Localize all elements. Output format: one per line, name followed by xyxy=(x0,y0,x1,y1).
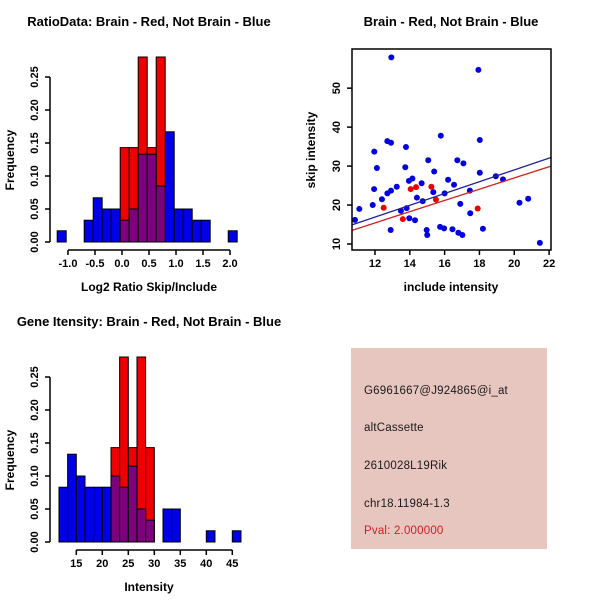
y-tick-label: 50 xyxy=(331,82,343,95)
scatter-point-blue xyxy=(475,67,481,73)
chart-title: RatioData: Brain - Red, Not Brain - Blue xyxy=(27,14,271,29)
scatter-point-blue xyxy=(352,217,358,223)
scatter-point-blue xyxy=(430,189,436,195)
hist-bar-blue xyxy=(206,531,215,542)
plot-box xyxy=(352,49,551,250)
hist-bar-blue xyxy=(57,231,66,242)
hist-bar-overlap xyxy=(128,466,137,542)
x-tick-label: 12 xyxy=(368,258,382,270)
hist-bar-blue xyxy=(228,231,237,242)
hist-bar-blue xyxy=(111,209,120,242)
scatter-point-red xyxy=(381,205,387,211)
scatter-point-blue xyxy=(414,195,420,201)
scatter-point-blue xyxy=(424,227,430,233)
hist-bar-overlap xyxy=(129,209,138,242)
scatter-point-blue xyxy=(459,232,465,238)
x-tick-label: 20 xyxy=(96,558,109,570)
scatter-point-blue xyxy=(371,186,377,192)
x-tick-label: 20 xyxy=(508,258,521,270)
hist-bar-overlap xyxy=(120,487,129,542)
scatter-point-blue xyxy=(425,157,431,163)
scatter-point-blue xyxy=(406,215,412,221)
scatter-point-blue xyxy=(457,201,463,207)
hist-bar-blue xyxy=(232,531,241,542)
hist-bar-blue xyxy=(183,209,192,242)
scatter-point-red xyxy=(428,184,434,190)
hist-bar-overlap xyxy=(147,154,156,242)
hist-bar-blue xyxy=(76,476,85,542)
y-tick-label: 0.20 xyxy=(29,399,41,421)
hist-bar-blue xyxy=(163,509,172,542)
scatter-point-blue xyxy=(451,182,457,188)
x-tick-label: 1.0 xyxy=(168,258,184,270)
scatter-point-blue xyxy=(441,225,447,231)
y-tick-label: 0.25 xyxy=(29,66,41,88)
x-tick-label: 30 xyxy=(148,558,161,570)
y-tick-label: 0.00 xyxy=(29,231,41,253)
x-tick-label: 15 xyxy=(70,558,83,570)
y-tick-label: 0.05 xyxy=(29,498,41,520)
splice-type-text: altCassette xyxy=(364,422,424,434)
y-tick-label: 0.15 xyxy=(29,132,41,154)
info-panel xyxy=(351,348,547,549)
scatter-point-blue xyxy=(394,184,400,190)
scatter-point-blue xyxy=(525,196,531,202)
gene-intensity-histogram-panel xyxy=(0,300,300,600)
hist-bar-blue xyxy=(94,487,103,542)
scatter-point-blue xyxy=(431,169,437,175)
hist-bar-blue xyxy=(85,487,94,542)
scatter-point-blue xyxy=(370,202,376,208)
x-tick-label: 14 xyxy=(403,258,416,270)
chart-title: Brain - Red, Not Brain - Blue xyxy=(363,14,539,29)
scatter-point-blue xyxy=(445,177,451,183)
hist-bar-blue xyxy=(93,198,102,242)
y-tick-label: 0.15 xyxy=(29,432,41,454)
scatter-point-red xyxy=(413,184,419,190)
y-tick-label: 40 xyxy=(331,120,343,134)
x-tick-label: 18 xyxy=(473,258,486,270)
y-tick-label: 0.10 xyxy=(29,165,41,187)
hist-bar-overlap xyxy=(138,154,147,242)
x-tick-label: 35 xyxy=(174,558,187,570)
locus-text: chr18.11984-1.3 xyxy=(364,498,450,510)
x-tick-label: 22 xyxy=(542,258,556,270)
scatter-point-blue xyxy=(477,137,483,143)
scatter-point-blue xyxy=(537,240,543,246)
scatter-point-red xyxy=(408,186,414,192)
intensity-scatter-panel xyxy=(300,0,600,300)
x-tick-label: 2.0 xyxy=(222,258,238,270)
scatter-point-blue xyxy=(403,144,409,150)
scatter-point-blue xyxy=(480,226,486,232)
hist-bar-overlap xyxy=(111,476,120,542)
x-tick-label: 0.0 xyxy=(114,258,130,270)
y-tick-label: 0.00 xyxy=(29,531,41,553)
hist-bar-overlap xyxy=(120,220,129,242)
chart-title: Gene Itensity: Brain - Red, Not Brain - Blue xyxy=(16,314,282,329)
gene-symbol-text: 2610028L19Rik xyxy=(364,460,448,472)
pval-text: Pval: 2.000000 xyxy=(364,525,444,537)
scatter-point-blue xyxy=(412,217,418,223)
x-tick-label: 45 xyxy=(226,558,239,570)
x-tick-label: 16 xyxy=(438,258,451,270)
scatter-point-blue xyxy=(449,226,455,232)
scatter-point-blue xyxy=(371,149,377,155)
scatter-point-blue xyxy=(460,160,466,166)
scatter-point-blue xyxy=(424,232,430,238)
hist-bar-blue xyxy=(84,220,93,242)
regression-line-blue xyxy=(352,158,551,225)
y-tick-label: 0.10 xyxy=(29,465,41,487)
y-tick-label: 0.25 xyxy=(29,366,41,388)
y-tick-label: 20 xyxy=(331,198,343,212)
hist-bar-blue xyxy=(172,509,181,542)
hist-bar-blue xyxy=(59,487,68,542)
y-tick-label: 0.05 xyxy=(29,198,41,220)
x-tick-label: 0.5 xyxy=(141,258,157,270)
scatter-point-blue xyxy=(374,165,380,171)
hist-bar-overlap xyxy=(156,186,165,242)
hist-bar-blue xyxy=(102,209,111,242)
scatter-point-blue xyxy=(454,157,460,163)
x-tick-label: 25 xyxy=(122,558,135,570)
hist-bar-blue xyxy=(165,132,174,242)
scatter-point-blue xyxy=(388,140,394,146)
y-tick-label: 10 xyxy=(331,237,343,251)
scatter-point-red xyxy=(400,216,406,222)
hist-bar-blue xyxy=(102,487,111,542)
scatter-point-blue xyxy=(516,200,522,206)
x-axis-label: include intensity xyxy=(403,280,499,294)
y-tick-label: 0.20 xyxy=(29,99,41,121)
hist-bar-overlap xyxy=(137,509,146,542)
scatter-point-blue xyxy=(409,176,415,182)
scatter-point-blue xyxy=(356,206,362,212)
hist-bar-blue xyxy=(201,220,210,242)
y-axis-label: skip intensity xyxy=(304,111,318,189)
x-tick-label: -1.0 xyxy=(58,258,78,270)
scatter-point-blue xyxy=(467,210,473,216)
y-tick-label: 30 xyxy=(331,159,343,173)
hist-bar-overlap xyxy=(146,520,155,542)
hist-bar-blue xyxy=(68,454,77,542)
x-axis-label: Intensity xyxy=(124,580,174,594)
scatter-point-blue xyxy=(438,133,444,139)
y-axis-label: Frequency xyxy=(3,129,17,191)
x-tick-label: 1.5 xyxy=(195,258,211,270)
scatter-point-blue xyxy=(419,180,425,186)
scatter-point-blue xyxy=(477,170,483,176)
probe-id-text: G6961667@J924865@i_at xyxy=(364,385,508,397)
scatter-point-blue xyxy=(388,54,394,60)
scatter-point-blue xyxy=(388,227,394,233)
hist-bar-blue xyxy=(174,209,183,242)
scatter-point-red xyxy=(475,206,481,212)
scatter-point-blue xyxy=(402,164,408,170)
hist-bar-blue xyxy=(192,220,201,242)
x-tick-label: 40 xyxy=(200,558,213,570)
x-axis-label: Log2 Ratio Skip/Include xyxy=(80,280,218,294)
scatter-point-blue xyxy=(379,196,385,202)
ratio-histogram-panel xyxy=(0,0,300,300)
y-axis-label: Frequency xyxy=(3,429,17,491)
x-tick-label: -0.5 xyxy=(85,258,105,270)
scatter-point-blue xyxy=(388,188,394,194)
